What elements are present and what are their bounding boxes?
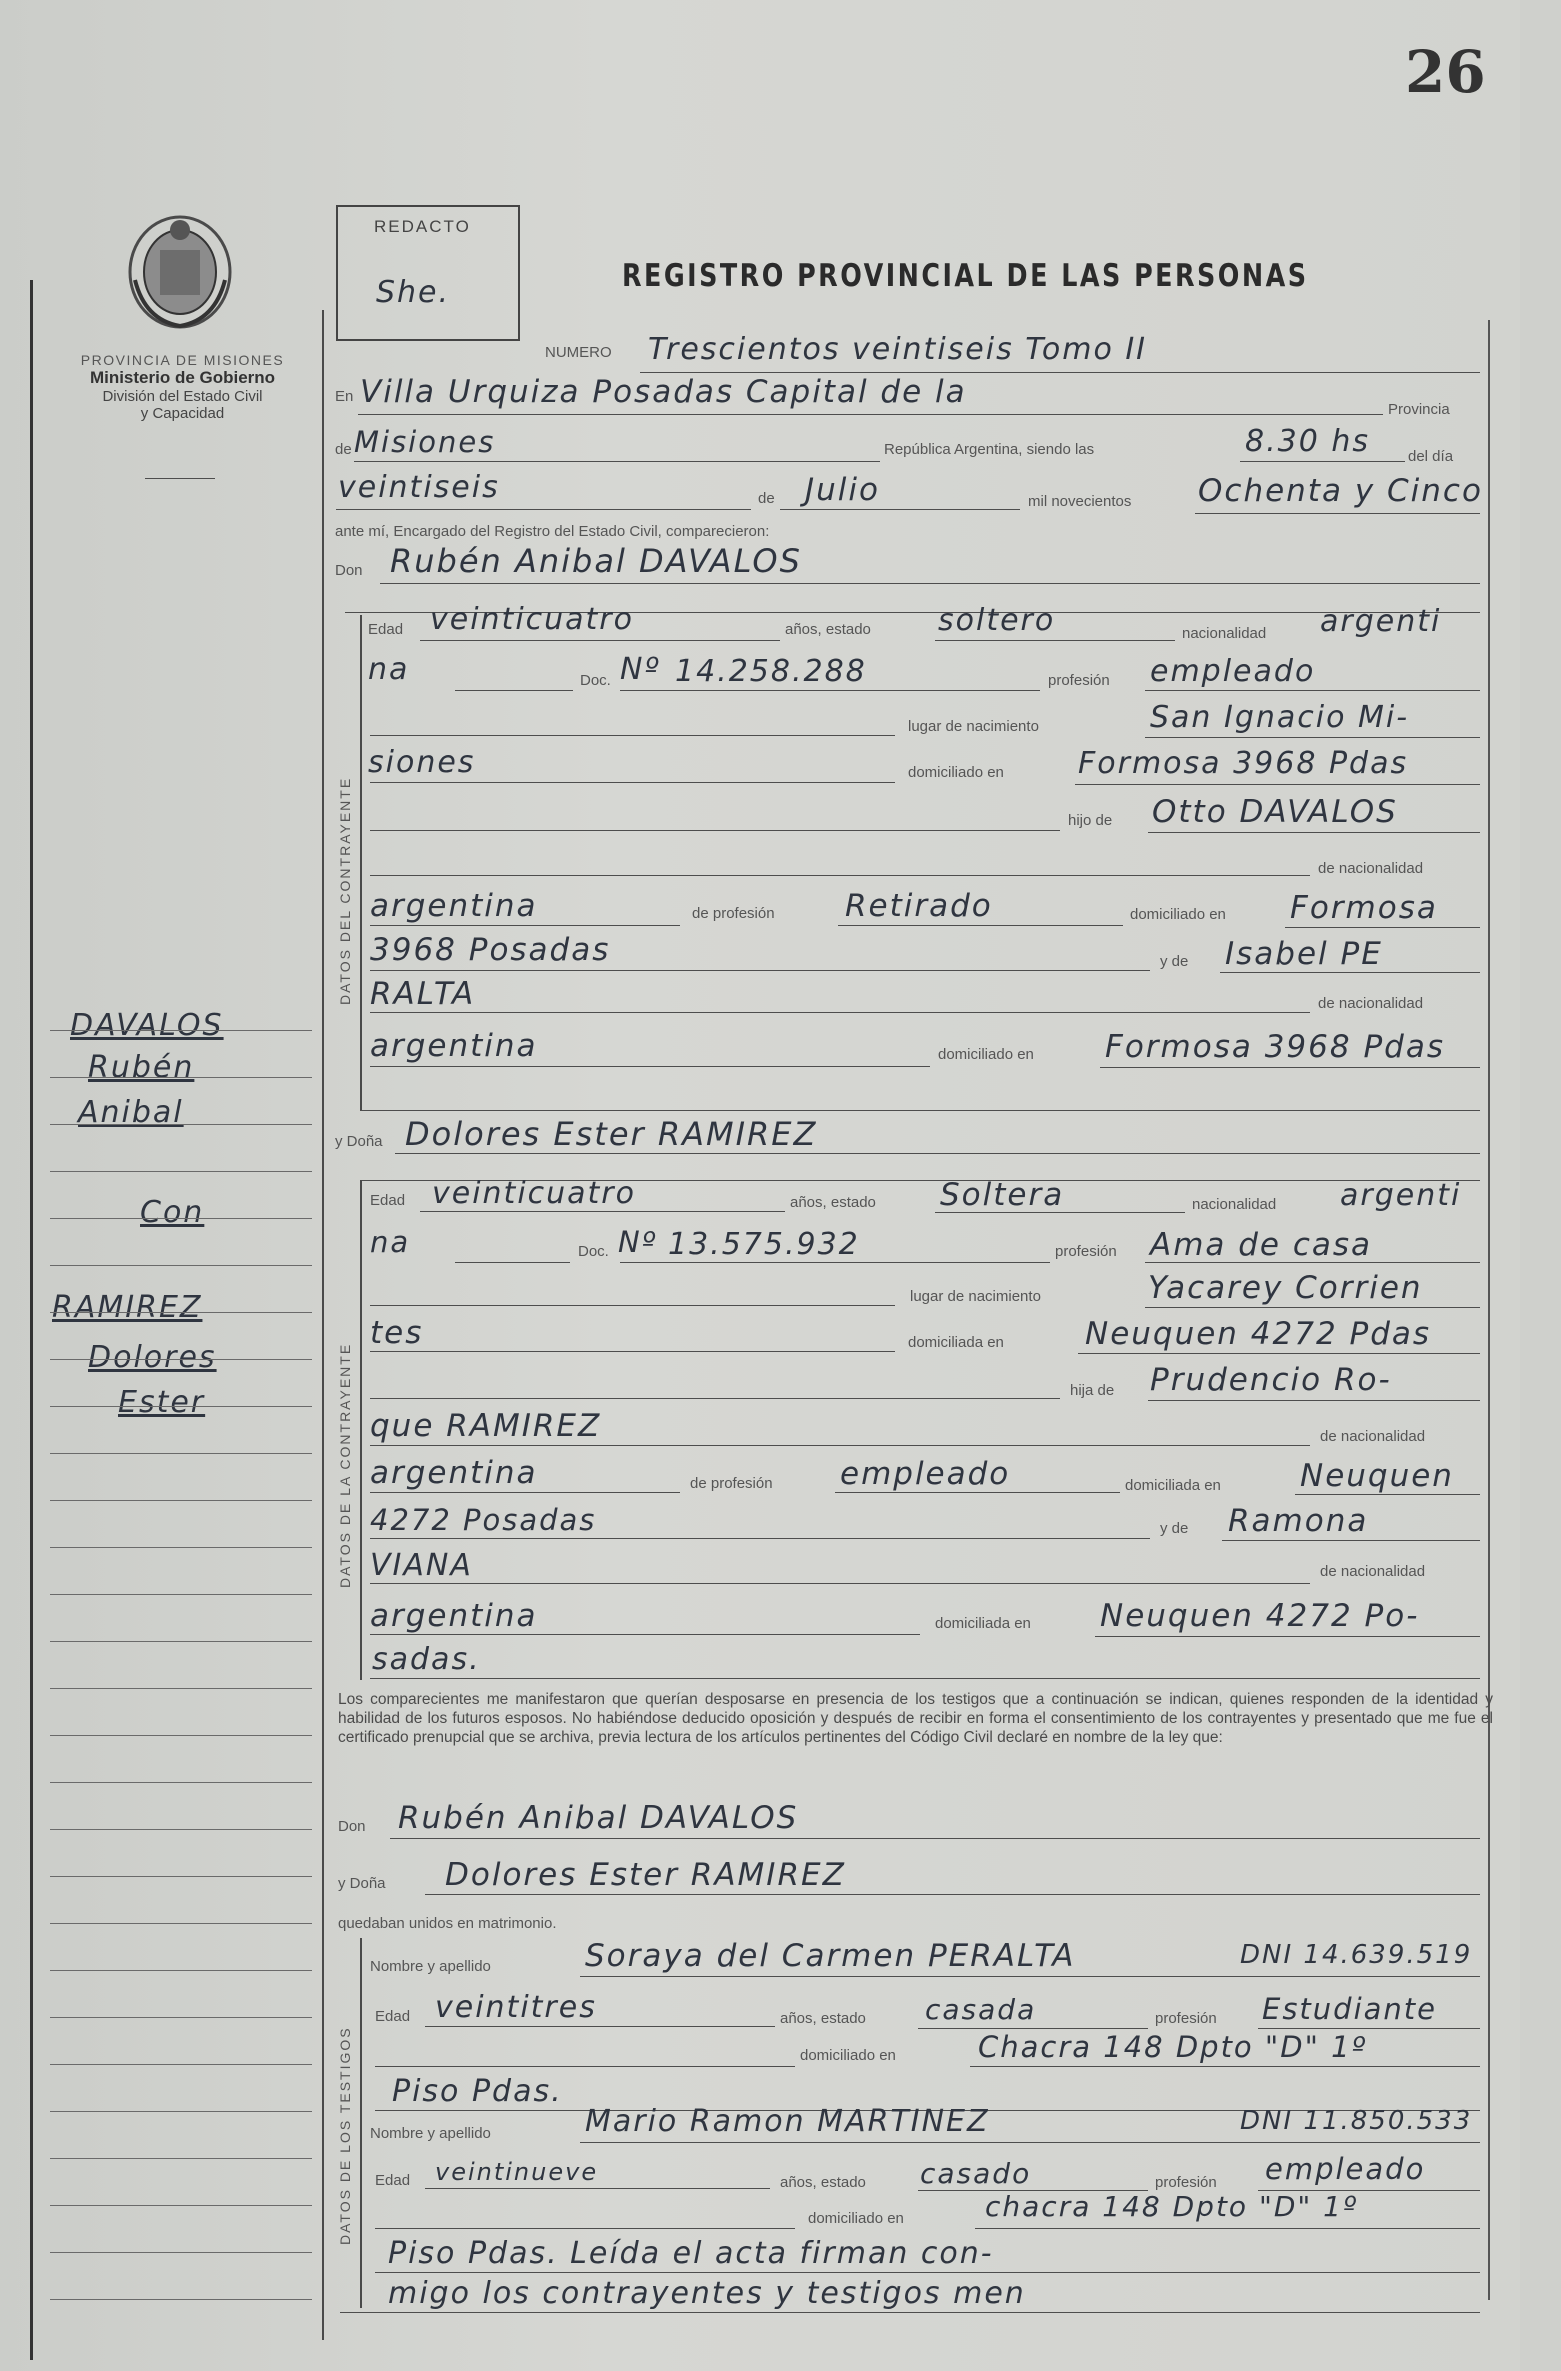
division-label-2: y Capacidad — [140, 405, 225, 422]
rule — [370, 735, 895, 736]
margin-ledger-line — [50, 1077, 312, 1078]
domiciliado-label: domiciliado en — [908, 764, 1004, 781]
margin-note: Con — [140, 1195, 205, 1230]
witness1-doc: DNI 14.639.519 — [1240, 1940, 1473, 1970]
groom-birthplace-cont: siones — [368, 745, 476, 780]
margin-ledger-line — [50, 1923, 312, 1924]
divider — [145, 478, 215, 479]
rule — [1285, 927, 1480, 928]
day: veintiseis — [338, 470, 500, 505]
rule — [370, 1012, 1310, 1013]
rule — [370, 1305, 895, 1306]
bride-doc-prefix: Nº — [618, 1225, 658, 1259]
rule — [580, 1976, 1480, 1977]
dona-label: y Doña — [335, 1133, 383, 1150]
closing-line-2: migo los contrayentes y testigos men — [388, 2276, 1026, 2311]
anos-estado-label: años, estado — [780, 2174, 866, 2191]
margin-ledger-line — [50, 1829, 312, 1830]
rule — [1220, 972, 1480, 973]
groom-doc: 14.258.288 — [675, 654, 867, 689]
groom-father-address-cont: 3968 Posadas — [370, 932, 611, 968]
hour: 8.30 hs — [1245, 424, 1370, 459]
margin-ledger-line — [50, 2205, 312, 2206]
rule — [390, 1838, 1480, 1839]
y-de-label: y de — [1160, 953, 1189, 970]
witness2-address: chacra 148 Dpto "D" 1º — [985, 2190, 1359, 2223]
nombre-label: Nombre y apellido — [370, 2125, 491, 2142]
don-label: Don — [338, 1818, 366, 1835]
de-nacionalidad-label: de nacionalidad — [1320, 1428, 1426, 1445]
margin-rule — [322, 310, 324, 2340]
bride-mother-cont: VIANA — [370, 1548, 473, 1583]
rule — [420, 640, 780, 641]
redacto-box — [336, 205, 520, 341]
groom-birthplace: San Ignacio Mi- — [1150, 700, 1410, 735]
margin-ledger-line — [50, 1359, 312, 1360]
rule — [370, 1445, 1310, 1446]
rule — [1145, 1307, 1480, 1308]
nombre-label: Nombre y apellido — [370, 1958, 491, 1975]
rule — [370, 875, 1310, 876]
margin-ledger-line — [50, 2299, 312, 2300]
profesion-label: profesión — [1048, 672, 1110, 689]
witness2-age: veintinueve — [435, 2158, 599, 2186]
margin-ledger-line — [50, 1265, 312, 1266]
rule — [1295, 1494, 1480, 1495]
rule — [370, 782, 895, 783]
witness1-status: casada — [925, 1993, 1037, 2026]
province: Misiones — [354, 425, 496, 459]
margin-ledger-line — [50, 1970, 312, 1971]
groom-name: Rubén Anibal DAVALOS — [390, 542, 802, 580]
groom-nationality: argenti — [1320, 604, 1442, 639]
rule — [370, 970, 1150, 971]
de-profesion-label: de profesión — [690, 1475, 773, 1492]
margin-ledger-line — [50, 1406, 312, 1407]
margin-ledger-line — [50, 1218, 312, 1219]
witness1-address: Chacra 148 Dpto "D" 1º — [978, 2030, 1368, 2064]
witness2-doc: DNI 11.850.533 — [1240, 2106, 1473, 2136]
bride-father-address-cont: 4272 Posadas — [370, 1503, 597, 1537]
rule — [358, 414, 1383, 415]
edad-label: Edad — [368, 621, 404, 638]
place: Villa Urquiza Posadas Capital de la — [360, 374, 967, 410]
mil-novecientos-label: mil novecientos — [1028, 493, 1132, 510]
margin-ledger-line — [50, 2158, 312, 2159]
rule — [1095, 1636, 1480, 1637]
bride-section-label: DATOS DE LA CONTRAYENTE — [337, 1342, 353, 1588]
de-nacionalidad-label: de nacionalidad — [1320, 1563, 1426, 1580]
rule — [935, 640, 1175, 641]
page-edge-rule — [30, 280, 33, 2360]
domiciliada-label: domiciliada en — [935, 1615, 1031, 1632]
margin-note: DAVALOS — [70, 1008, 224, 1043]
section-rule — [360, 1938, 362, 2308]
rule — [1145, 1262, 1480, 1263]
rule — [370, 1634, 920, 1635]
edad-label: Edad — [375, 2172, 411, 2189]
margin-ledger-line — [50, 1124, 312, 1125]
rule — [370, 1583, 1310, 1584]
bride-birthplace: Yacarey Corrien — [1148, 1270, 1423, 1306]
margin-ledger-line — [50, 1782, 312, 1783]
lugar-label: lugar de nacimiento — [910, 1288, 1041, 1305]
margin-ledger-line — [50, 1876, 312, 1877]
numero-label: NUMERO — [545, 344, 612, 361]
rule — [620, 1262, 1050, 1263]
rule — [420, 1211, 785, 1212]
anos-estado-label: años, estado — [785, 621, 871, 638]
bride-status: Soltera — [940, 1177, 1065, 1213]
witness2-profession: empleado — [1265, 2152, 1426, 2186]
rule — [375, 2228, 795, 2229]
witness2-status: casado — [920, 2157, 1032, 2190]
rule — [375, 2066, 795, 2067]
witness1-age: veintitres — [435, 1990, 597, 2025]
rule — [935, 1212, 1185, 1213]
bride-doc: 13.575.932 — [668, 1227, 860, 1262]
rule — [640, 372, 1480, 373]
domiciliado-label: domiciliado en — [1130, 906, 1226, 923]
margin-note: Rubén — [88, 1050, 195, 1085]
groom-profession: empleado — [1150, 654, 1316, 689]
groom-father-profession: Retirado — [845, 888, 993, 924]
rule — [425, 2026, 775, 2027]
provincia-label: Provincia — [1388, 401, 1450, 418]
bride-father-address: Neuquen — [1300, 1458, 1454, 1494]
rule — [455, 690, 573, 691]
redacto-label: REDACTO — [374, 217, 471, 236]
groom-address: Formosa 3968 Pdas — [1078, 746, 1409, 781]
rule — [1078, 1353, 1480, 1354]
month: Julio — [805, 472, 880, 508]
margin-ledger-line — [50, 1453, 312, 1454]
rule — [1100, 1067, 1480, 1068]
de-profesion-label: de profesión — [692, 905, 775, 922]
doc-label: Doc. — [580, 672, 611, 689]
rule — [370, 1538, 1150, 1539]
y-de-label: y de — [1160, 1520, 1189, 1537]
margin-ledger-line — [50, 1030, 312, 1031]
groom-mother: Isabel PE — [1225, 936, 1383, 972]
margin-ledger-line — [50, 1735, 312, 1736]
dona-label: y Doña — [338, 1875, 386, 1892]
margin-ledger-line — [50, 2111, 312, 2112]
rule — [975, 2228, 1480, 2229]
margin-note: Anibal — [78, 1095, 184, 1130]
rule — [354, 461, 880, 462]
bride-father-profession: empleado — [840, 1456, 1011, 1492]
bride-mother-address-cont: sadas. — [372, 1642, 481, 1677]
hija-de-label: hija de — [1070, 1382, 1115, 1399]
edad-label: Edad — [375, 2008, 411, 2025]
nacionalidad-label: nacionalidad — [1182, 625, 1267, 642]
rule — [1075, 784, 1480, 785]
profesion-label: profesión — [1055, 1243, 1117, 1260]
bride-profession: Ama de casa — [1150, 1227, 1373, 1263]
rule — [340, 2312, 1480, 2313]
witnesses-section-label: DATOS DE LOS TESTIGOS — [337, 2026, 353, 2245]
issuer-block — [50, 352, 315, 422]
year: Ochenta y Cinco — [1198, 473, 1483, 509]
ministry-label: Ministerio de Gobierno — [89, 368, 276, 387]
groom-father-nationality: argentina — [370, 888, 538, 924]
lugar-label: lugar de nacimiento — [908, 718, 1039, 735]
de-nacionalidad-label: de nacionalidad — [1318, 860, 1424, 877]
profesion-label: profesión — [1155, 2010, 1217, 2027]
de-label-2: de — [758, 490, 775, 507]
page-number: 26 — [1405, 38, 1486, 106]
bride-address: Neuquen 4272 Pdas — [1085, 1316, 1432, 1352]
de-nacionalidad-label: de nacionalidad — [1318, 995, 1424, 1012]
anos-estado-label: años, estado — [780, 2010, 866, 2027]
rule — [370, 830, 1060, 831]
rule — [918, 2028, 1148, 2029]
domiciliado-label: domiciliado en — [938, 1046, 1034, 1063]
rule — [780, 509, 1020, 510]
bride-birthplace-cont: tes — [370, 1315, 424, 1351]
hijo-de-label: hijo de — [1068, 812, 1113, 829]
rule — [1258, 2028, 1480, 2029]
domiciliada-label: domiciliada en — [1125, 1477, 1221, 1494]
bride-name: Dolores Ester RAMIREZ — [405, 1115, 818, 1153]
right-rule — [1488, 320, 1490, 2300]
margin-ledger-line — [50, 1641, 312, 1642]
bride-age: veinticuatro — [432, 1176, 636, 1211]
bride-nationality: argenti — [1340, 1178, 1462, 1213]
groom-status: soltero — [938, 603, 1056, 638]
rule — [1145, 690, 1480, 691]
witness2-name: Mario Ramon MARTINEZ — [585, 2104, 990, 2139]
rule — [370, 925, 680, 926]
bride-mother: Ramona — [1228, 1503, 1369, 1539]
domiciliada-label: domiciliada en — [908, 1334, 1004, 1351]
margin-note: RAMIREZ — [52, 1290, 203, 1325]
quedaban-text: quedaban unidos en matrimonio. — [338, 1915, 557, 1932]
groom-mother-nationality: argentina — [370, 1028, 538, 1064]
groom-father-address: Formosa — [1290, 890, 1438, 926]
domiciliado-label: domiciliado en — [808, 2210, 904, 2227]
witness1-address-cont: Piso Pdas. — [392, 2074, 563, 2109]
bride-mother-nationality: argentina — [370, 1598, 538, 1634]
margin-note: Ester — [118, 1385, 206, 1420]
rule — [370, 1351, 895, 1352]
margin-ledger-line — [50, 1547, 312, 1548]
del-dia-label: del día — [1408, 448, 1454, 465]
de-label: de — [335, 441, 352, 458]
bride-father: Prudencio Ro- — [1150, 1362, 1392, 1398]
margin-ledger-line — [50, 1312, 312, 1313]
margin-ledger-line — [50, 1594, 312, 1595]
rule — [1195, 513, 1480, 514]
witness1-profession: Estudiante — [1262, 1992, 1438, 2026]
anos-estado-label: años, estado — [790, 1194, 876, 1211]
rule — [370, 1398, 1060, 1399]
rule — [970, 2066, 1480, 2067]
doc-label: Doc. — [578, 1243, 609, 1260]
bride-nationality-cont: na — [370, 1225, 411, 1259]
rule — [395, 1153, 1480, 1154]
groom-nationality-cont: na — [368, 652, 410, 687]
rule — [1222, 1540, 1480, 1541]
rule — [1240, 461, 1405, 462]
margin-ledger-line — [50, 2252, 312, 2253]
closing-line-1: Piso Pdas. Leída el acta firman con- — [388, 2236, 994, 2271]
rule — [580, 2142, 1480, 2143]
margin-ledger-line — [50, 2017, 312, 2018]
bride-father-nationality: argentina — [370, 1455, 538, 1491]
rule — [370, 1066, 930, 1067]
rule — [620, 690, 1040, 691]
division-label: División del Estado Civil — [102, 388, 263, 405]
groom-mother-address: Formosa 3968 Pdas — [1105, 1029, 1445, 1065]
margin-ledger-line — [50, 2064, 312, 2065]
section-rule — [360, 1180, 362, 1680]
margin-note: Dolores — [88, 1340, 217, 1375]
rule — [380, 583, 1480, 584]
witness1-name: Soraya del Carmen PERALTA — [585, 1938, 1076, 1974]
rule — [838, 925, 1123, 926]
edad-label: Edad — [370, 1192, 406, 1209]
rule — [1148, 832, 1480, 833]
margin-ledger-line — [50, 1688, 312, 1689]
declaration-paragraph: Los comparecientes me manifestaron que querían desposarse en presencia de los testigos que a continuación se indican, quienes responden de la identidad y habilidad de los futuros esposos. No habiéndose deducido oposición y después de recibir en forma el consentimiento de los contrayentes y presentado que me fue el certificado prenupcial que se archiva, previa lectura de los artículos pertinentes del Código Civil declaré en nombre de la ley que: — [338, 1691, 1493, 1746]
nacionalidad-label: nacionalidad — [1192, 1196, 1277, 1213]
rule — [835, 1492, 1120, 1493]
domiciliado-label: domiciliado en — [800, 2047, 896, 2064]
rule — [425, 2188, 770, 2189]
rule — [455, 1262, 570, 1263]
bride-father-cont: que RAMIREZ — [370, 1408, 602, 1444]
profesion-label: profesión — [1155, 2174, 1217, 2191]
rule — [370, 1492, 680, 1493]
province-label: PROVINCIA DE MISIONES — [80, 352, 285, 368]
rule — [370, 1678, 1480, 1679]
section-rule — [360, 615, 362, 1110]
rule — [375, 2272, 1480, 2273]
bride-mother-address: Neuquen 4272 Po- — [1100, 1598, 1420, 1634]
coat-of-arms-seal — [125, 210, 235, 330]
republica-label: República Argentina, siendo las — [884, 441, 1095, 458]
rule — [1148, 1400, 1480, 1401]
margin-ledger-line — [50, 1500, 312, 1501]
groom-father: Otto DAVALOS — [1152, 794, 1398, 830]
declared-groom: Rubén Anibal DAVALOS — [398, 1800, 799, 1836]
groom-age: veinticuatro — [430, 602, 634, 637]
rule — [336, 509, 751, 510]
ante-mi-text: ante mí, Encargado del Registro del Estado Civil, comparecieron: — [335, 523, 770, 540]
declared-bride: Dolores Ester RAMIREZ — [445, 1857, 846, 1893]
redacto-initials: She. — [376, 275, 451, 310]
groom-section-label: DATOS DEL CONTRAYENTE — [337, 776, 353, 1005]
don-label: Don — [335, 562, 363, 579]
rule — [425, 1894, 1480, 1895]
rule — [1145, 737, 1480, 738]
groom-doc-prefix: Nº — [620, 652, 661, 687]
rule — [360, 1110, 1480, 1111]
page-title: REGISTRO PROVINCIAL DE LAS PERSONAS — [622, 258, 1309, 294]
act-number: Trescientos veintiseis Tomo II — [648, 332, 1148, 367]
en-label: En — [335, 388, 354, 405]
margin-ledger-line — [50, 1171, 312, 1172]
groom-mother-cont: RALTA — [370, 976, 476, 1012]
